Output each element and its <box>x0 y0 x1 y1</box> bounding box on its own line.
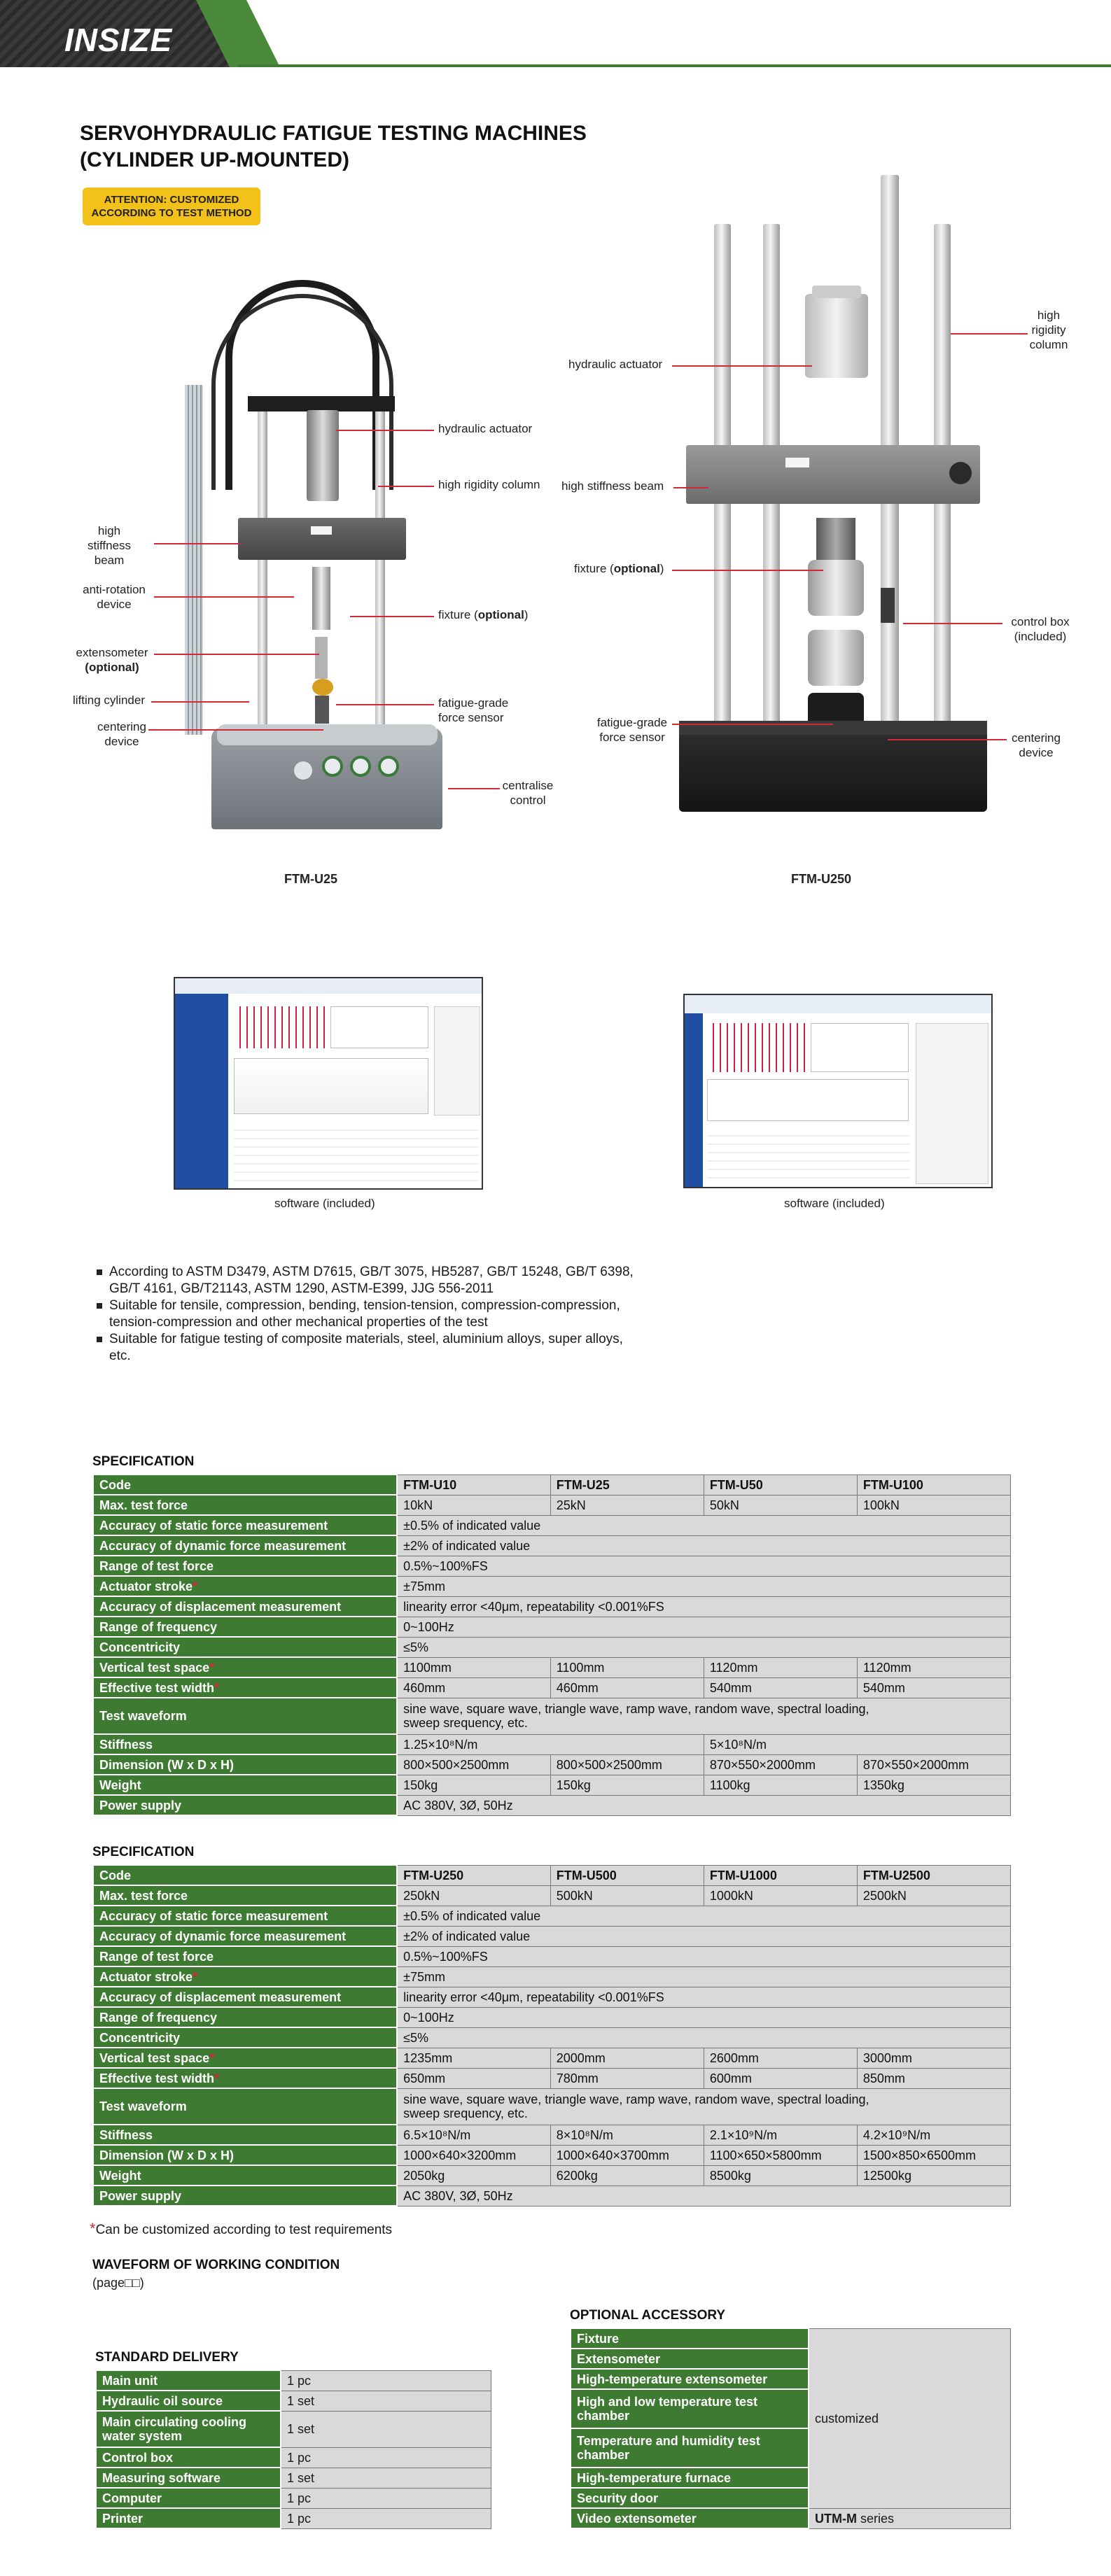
spec-value: 1235mm <box>397 2048 550 2068</box>
delivery-item: Control box <box>96 2447 281 2468</box>
spec-value: 3000mm <box>857 2048 1010 2068</box>
spec-value: 4.2×10⁹N/m <box>857 2125 1010 2145</box>
spec-key <box>93 1906 397 1926</box>
spec-key-text: Effective test width <box>99 2071 215 2085</box>
label-fixture-right: fixture (optional) <box>574 562 664 575</box>
spec-value: 6.5×10⁸N/m <box>397 2125 550 2145</box>
page-header <box>0 0 1111 67</box>
label-extensometer: extensometer (optional) <box>76 646 148 674</box>
software-caption-right: software (included) <box>784 1197 885 1210</box>
accessory-item: High and low temperature test chamber <box>571 2389 809 2428</box>
label-centralise-control: centralise control <box>502 779 554 807</box>
spec-key <box>93 1795 397 1815</box>
delivery-row <box>96 2488 491 2508</box>
label-high-stiffness-beam-right: high stiffness beam <box>561 479 664 493</box>
delivery-qty: 1 pc <box>281 2488 491 2508</box>
spec-row <box>93 2165 1011 2186</box>
optional-accessory-table <box>570 2328 1011 2529</box>
spec-value: 800×500×2500mm <box>397 1754 550 1775</box>
spec-key-text: Code <box>99 1868 131 1882</box>
spec-key-star: * <box>214 1680 220 1695</box>
spec-key <box>93 2007 397 2027</box>
label-hydraulic-actuator-left: hydraulic actuator <box>438 422 533 435</box>
spec-key <box>93 1556 397 1576</box>
spec-value: 1000×640×3200mm <box>397 2145 550 2165</box>
spec-key <box>93 1754 397 1775</box>
spec-value: 8×10⁸N/m <box>550 2125 704 2145</box>
spec-value: 460mm <box>550 1677 704 1698</box>
spec-value: 2600mm <box>704 2048 857 2068</box>
spec-row <box>93 1865 1011 1885</box>
spec-key-text: Concentricity <box>99 1640 181 1654</box>
spec-value: 0~100Hz <box>397 1617 1010 1637</box>
spec-key-text: Range of frequency <box>99 1619 218 1634</box>
delivery-qty: 1 pc <box>281 2447 491 2468</box>
spec-value: ±2% of indicated value <box>397 1535 1010 1556</box>
model-caption-ftm-u250: FTM-U250 <box>791 872 852 886</box>
spec-heading-2: SPECIFICATION <box>92 1845 195 1859</box>
spec-key-text: Max. test force <box>99 1888 188 1903</box>
spec-value: 0.5%~100%FS <box>397 1556 1010 1576</box>
spec-table-1 <box>92 1474 1011 1816</box>
delivery-item: Main circulating cooling water system <box>96 2411 281 2447</box>
accessory-item: Extensometer <box>571 2349 809 2369</box>
machine-illustration-ftm-u250 <box>672 168 1008 847</box>
spec-value: 5×10⁸N/m <box>704 1734 1010 1754</box>
spec-row <box>93 1966 1011 1987</box>
spec-row <box>93 1576 1011 1596</box>
spec-key-text: Accuracy of dynamic force measurement <box>99 1538 347 1553</box>
accessory-last-value-bold: UTM-M <box>815 2511 857 2526</box>
spec-value: 50kN <box>704 1495 857 1515</box>
accessory-row <box>571 2328 1011 2349</box>
label-control-box: control box (included) <box>1011 615 1070 643</box>
spec-key <box>93 1946 397 1966</box>
spec-value: 1000×640×3700mm <box>550 2145 704 2165</box>
delivery-item: Printer <box>96 2508 281 2528</box>
spec-value: 800×500×2500mm <box>550 1754 704 1775</box>
spec-value: ≤5% <box>397 2027 1010 2048</box>
spec-key-text: Test waveform <box>99 2099 187 2113</box>
spec-key-text: Test waveform <box>99 1709 187 1723</box>
spec-key-text: Vertical test space <box>99 1660 210 1675</box>
label-fixture-left: fixture (optional) <box>438 608 529 621</box>
delivery-row <box>96 2508 491 2528</box>
optional-accessory-heading: OPTIONAL ACCESSORY <box>570 2308 726 2323</box>
spec-value: 250kN <box>397 1885 550 1906</box>
spec-row <box>93 1795 1011 1815</box>
attention-line1: ATTENTION: CUSTOMIZED <box>104 194 239 206</box>
spec-key <box>93 1596 397 1617</box>
spec-row <box>93 1946 1011 1966</box>
spec-key-text: Actuator stroke <box>99 1969 193 1984</box>
spec-value: ±2% of indicated value <box>397 1926 1010 1946</box>
feature-item: Suitable for tensile, compression, bending, tension-tension, compression-compression, tension-compression and other mechanical properties of the test <box>109 1297 641 1331</box>
spec-key <box>93 1637 397 1657</box>
spec-row <box>93 2048 1011 2068</box>
spec-key <box>93 1657 397 1677</box>
spec-value: 150kg <box>550 1775 704 1795</box>
spec-value: AC 380V, 3Ø, 50Hz <box>397 1795 1010 1815</box>
label-force-sensor-left: fatigue-grade force sensor <box>438 696 509 724</box>
spec-heading-1: SPECIFICATION <box>92 1454 195 1469</box>
spec-value: linearity error <40μm, repeatability <0.001%FS <box>397 1987 1010 2007</box>
feature-item: According to ASTM D3479, ASTM D7615, GB/T 3075, HB5287, GB/T 15248, GB/T 6398, GB/T 4161, GB/T21143, ASTM 1290, ASTM-E399, JJG 556-2011 <box>109 1264 641 1297</box>
spec-row <box>93 2088 1011 2125</box>
spec-row <box>93 1617 1011 1637</box>
delivery-item: Measuring software <box>96 2468 281 2488</box>
spec-value: 1.25×10⁸N/m <box>397 1734 704 1754</box>
spec-value: 540mm <box>857 1677 1010 1698</box>
spec-key-text: Stiffness <box>99 2127 153 2142</box>
label-anti-rotation-device: anti-rotation device <box>83 583 146 611</box>
spec-row <box>93 2068 1011 2088</box>
spec-key <box>93 1535 397 1556</box>
label-centering-device-left: centering device <box>97 720 146 748</box>
spec-value: sine wave, square wave, triangle wave, ramp wave, random wave, spectral loading, sweep srequency, etc. <box>397 1698 1010 1734</box>
spec-key <box>93 1474 397 1495</box>
spec-value: 1000kN <box>704 1885 857 1906</box>
spec-value: FTM-U100 <box>857 1474 1010 1495</box>
attention-badge <box>83 188 260 225</box>
standard-delivery-heading: STANDARD DELIVERY <box>95 2350 239 2365</box>
spec-key-text: Weight <box>99 2168 141 2183</box>
accessory-item: Fixture <box>571 2328 809 2349</box>
feature-list <box>109 1264 641 1365</box>
spec-value: 1350kg <box>857 1775 1010 1795</box>
spec-value: FTM-U50 <box>704 1474 857 1495</box>
spec-value: 1100mm <box>550 1657 704 1677</box>
delivery-qty: 1 set <box>281 2391 491 2411</box>
spec-row <box>93 2186 1011 2206</box>
spec-row <box>93 2007 1011 2027</box>
spec-key-text: Weight <box>99 1778 141 1792</box>
spec-value: AC 380V, 3Ø, 50Hz <box>397 2186 1010 2206</box>
machine-illustration-ftm-u25 <box>175 273 469 847</box>
accessory-merged-value: customized <box>809 2328 1011 2508</box>
spec-key <box>93 2068 397 2088</box>
spec-key <box>93 1576 397 1596</box>
spec-row <box>93 1515 1011 1535</box>
spec-key <box>93 1495 397 1515</box>
spec-value: FTM-U2500 <box>857 1865 1010 1885</box>
accessory-item: High-temperature furnace <box>571 2468 809 2488</box>
delivery-row <box>96 2370 491 2391</box>
delivery-qty: 1 set <box>281 2468 491 2488</box>
spec-value: 1100×650×5800mm <box>704 2145 857 2165</box>
spec-key-star: * <box>209 2050 215 2065</box>
spec-value: FTM-U10 <box>397 1474 550 1495</box>
spec-key <box>93 1617 397 1637</box>
accessory-item: Security door <box>571 2488 809 2508</box>
delivery-qty: 1 set <box>281 2411 491 2447</box>
spec-key <box>93 2027 397 2048</box>
spec-key-text: Max. test force <box>99 1498 188 1512</box>
spec-row <box>93 1474 1011 1495</box>
spec-value: 10kN <box>397 1495 550 1515</box>
spec-row <box>93 1637 1011 1657</box>
accessory-item: Video extensometer <box>571 2508 809 2528</box>
delivery-item: Hydraulic oil source <box>96 2391 281 2411</box>
spec-value: 600mm <box>704 2068 857 2088</box>
spec-row <box>93 1754 1011 1775</box>
label-hydraulic-actuator-right: hydraulic actuator <box>568 358 663 371</box>
label-lifting-cylinder: lifting cylinder <box>73 694 145 707</box>
spec-value: 2500kN <box>857 1885 1010 1906</box>
spec-value: linearity error <40μm, repeatability <0.001%FS <box>397 1596 1010 1617</box>
spec-value: 1500×850×6500mm <box>857 2145 1010 2165</box>
label-force-sensor-right: fatigue-grade force sensor <box>596 716 668 744</box>
spec-value: 1120mm <box>857 1657 1010 1677</box>
spec-value: 870×550×2000mm <box>704 1754 857 1775</box>
spec-value: sine wave, square wave, triangle wave, ramp wave, random wave, spectral loading, sweep srequency, etc. <box>397 2088 1010 2125</box>
spec-row <box>93 1734 1011 1754</box>
label-high-rigidity-column-left: high rigidity column <box>438 478 540 491</box>
spec-value: 1100kg <box>704 1775 857 1795</box>
attention-line2: ACCORDING TO TEST METHOD <box>91 207 252 219</box>
software-screenshot-left <box>174 977 483 1190</box>
spec-key <box>93 1885 397 1906</box>
spec-row <box>93 2125 1011 2145</box>
software-screenshot-right <box>683 994 993 1188</box>
spec-key-text: Range of test force <box>99 1949 214 1964</box>
spec-key <box>93 2048 397 2068</box>
spec-value: 150kg <box>397 1775 550 1795</box>
spec-key-star: * <box>209 1660 215 1675</box>
delivery-qty: 1 pc <box>281 2508 491 2528</box>
spec-key <box>93 1677 397 1698</box>
spec-value: 0.5%~100%FS <box>397 1946 1010 1966</box>
spec-row <box>93 1698 1011 1734</box>
spec-value: FTM-U1000 <box>704 1865 857 1885</box>
spec-row <box>93 1926 1011 1946</box>
spec-row <box>93 1677 1011 1698</box>
waveform-heading: WAVEFORM OF WORKING CONDITION <box>92 2258 340 2272</box>
spec-key <box>93 2088 397 2125</box>
spec-key-text: Vertical test space <box>99 2050 210 2065</box>
spec-key-text: Accuracy of static force measurement <box>99 1518 328 1533</box>
spec-key <box>93 1987 397 2007</box>
delivery-item: Main unit <box>96 2370 281 2391</box>
spec-key-text: Concentricity <box>99 2030 181 2045</box>
spec-value: ±0.5% of indicated value <box>397 1906 1010 1926</box>
spec-value: FTM-U500 <box>550 1865 704 1885</box>
accessory-item: Temperature and humidity test chamber <box>571 2428 809 2468</box>
spec-key <box>93 2125 397 2145</box>
spec-value: 25kN <box>550 1495 704 1515</box>
spec-value: ±75mm <box>397 1966 1010 1987</box>
standard-delivery-table <box>95 2370 491 2529</box>
spec-row <box>93 1495 1011 1515</box>
spec-row <box>93 1657 1011 1677</box>
spec-value: 2000mm <box>550 2048 704 2068</box>
delivery-item: Computer <box>96 2488 281 2508</box>
model-caption-ftm-u25: FTM-U25 <box>284 872 337 886</box>
spec-key <box>93 1698 397 1734</box>
spec-key <box>93 2165 397 2186</box>
spec-key <box>93 1775 397 1795</box>
spec-value: 8500kg <box>704 2165 857 2186</box>
spec-key <box>93 2145 397 2165</box>
label-high-rigidity-column-right: high rigidity column <box>1029 309 1068 351</box>
delivery-row <box>96 2391 491 2411</box>
spec-value: 1120mm <box>704 1657 857 1677</box>
spec-value: 850mm <box>857 2068 1010 2088</box>
header-rule <box>238 64 1111 67</box>
spec-key-text: Code <box>99 1477 131 1492</box>
spec-key-text: Dimension (W x D x H) <box>99 1757 235 1772</box>
spec-row <box>93 1556 1011 1576</box>
spec-key <box>93 1515 397 1535</box>
feature-item: Suitable for fatigue testing of composite materials, steel, aluminium alloys, super alloys, etc. <box>109 1331 641 1365</box>
spec-value: 460mm <box>397 1677 550 1698</box>
spec-value: 2.1×10⁹N/m <box>704 2125 857 2145</box>
waveform-page-ref: (page□□) <box>92 2276 144 2290</box>
spec-row <box>93 1775 1011 1795</box>
delivery-row <box>96 2411 491 2447</box>
spec-key-text: Range of test force <box>99 1558 214 1573</box>
spec-key-star: * <box>214 2071 220 2085</box>
spec-value: 12500kg <box>857 2165 1010 2186</box>
spec-value: 2050kg <box>397 2165 550 2186</box>
spec-value: 500kN <box>550 1885 704 1906</box>
spec-key <box>93 2186 397 2206</box>
spec-key-text: Accuracy of static force measurement <box>99 1908 328 1923</box>
page-title-line2: (CYLINDER UP-MOUNTED) <box>80 148 349 171</box>
spec-table-2 <box>92 1864 1011 2207</box>
spec-key-text: Actuator stroke <box>99 1579 193 1593</box>
spec-row <box>93 2027 1011 2048</box>
spec-key <box>93 1734 397 1754</box>
spec-key-star: * <box>193 1969 198 1984</box>
spec-key <box>93 1865 397 1885</box>
spec-row <box>93 1906 1011 1926</box>
spec-row <box>93 1987 1011 2007</box>
spec-key-text: Effective test width <box>99 1680 215 1695</box>
footnote: *Can be customized according to test requirements <box>90 2220 393 2237</box>
spec-value: 6200kg <box>550 2165 704 2186</box>
spec-value: 0~100Hz <box>397 2007 1010 2027</box>
delivery-qty: 1 pc <box>281 2370 491 2391</box>
accessory-last-value-rest: series <box>856 2511 894 2526</box>
spec-value: 870×550×2000mm <box>857 1754 1010 1775</box>
spec-value: ±0.5% of indicated value <box>397 1515 1010 1535</box>
spec-key-text: Power supply <box>99 1798 182 1813</box>
spec-value: FTM-U25 <box>550 1474 704 1495</box>
spec-value: ≤5% <box>397 1637 1010 1657</box>
spec-value: 540mm <box>704 1677 857 1698</box>
spec-key-text: Dimension (W x D x H) <box>99 2148 235 2162</box>
spec-key-text: Stiffness <box>99 1737 153 1752</box>
delivery-row <box>96 2447 491 2468</box>
spec-value: 650mm <box>397 2068 550 2088</box>
spec-row <box>93 1535 1011 1556</box>
brand-logo: INSIZE <box>64 22 173 58</box>
spec-value: 1100mm <box>397 1657 550 1677</box>
spec-key-text: Accuracy of displacement measurement <box>99 1990 342 2004</box>
delivery-row <box>96 2468 491 2488</box>
accessory-last-value <box>809 2508 1011 2528</box>
spec-value: ±75mm <box>397 1576 1010 1596</box>
spec-key <box>93 1926 397 1946</box>
spec-key-text: Power supply <box>99 2188 182 2203</box>
spec-key-text: Accuracy of displacement measurement <box>99 1599 342 1614</box>
label-centering-device-right: centering device <box>1012 731 1061 759</box>
spec-row <box>93 2145 1011 2165</box>
spec-value: 100kN <box>857 1495 1010 1515</box>
software-caption-left: software (included) <box>274 1197 375 1210</box>
label-high-stiffness-beam-left: high stiffness beam <box>87 524 132 567</box>
spec-key-text: Accuracy of dynamic force measurement <box>99 1929 347 1943</box>
spec-key <box>93 1966 397 1987</box>
accessory-row <box>571 2508 1011 2528</box>
spec-row <box>93 1596 1011 1617</box>
page-title-line1: SERVOHYDRAULIC FATIGUE TESTING MACHINES <box>80 122 587 145</box>
spec-value: 780mm <box>550 2068 704 2088</box>
spec-key-star: * <box>193 1579 198 1593</box>
spec-value: FTM-U250 <box>397 1865 550 1885</box>
accessory-item: High-temperature extensometer <box>571 2369 809 2389</box>
spec-key-text: Range of frequency <box>99 2010 218 2025</box>
spec-row <box>93 1885 1011 1906</box>
